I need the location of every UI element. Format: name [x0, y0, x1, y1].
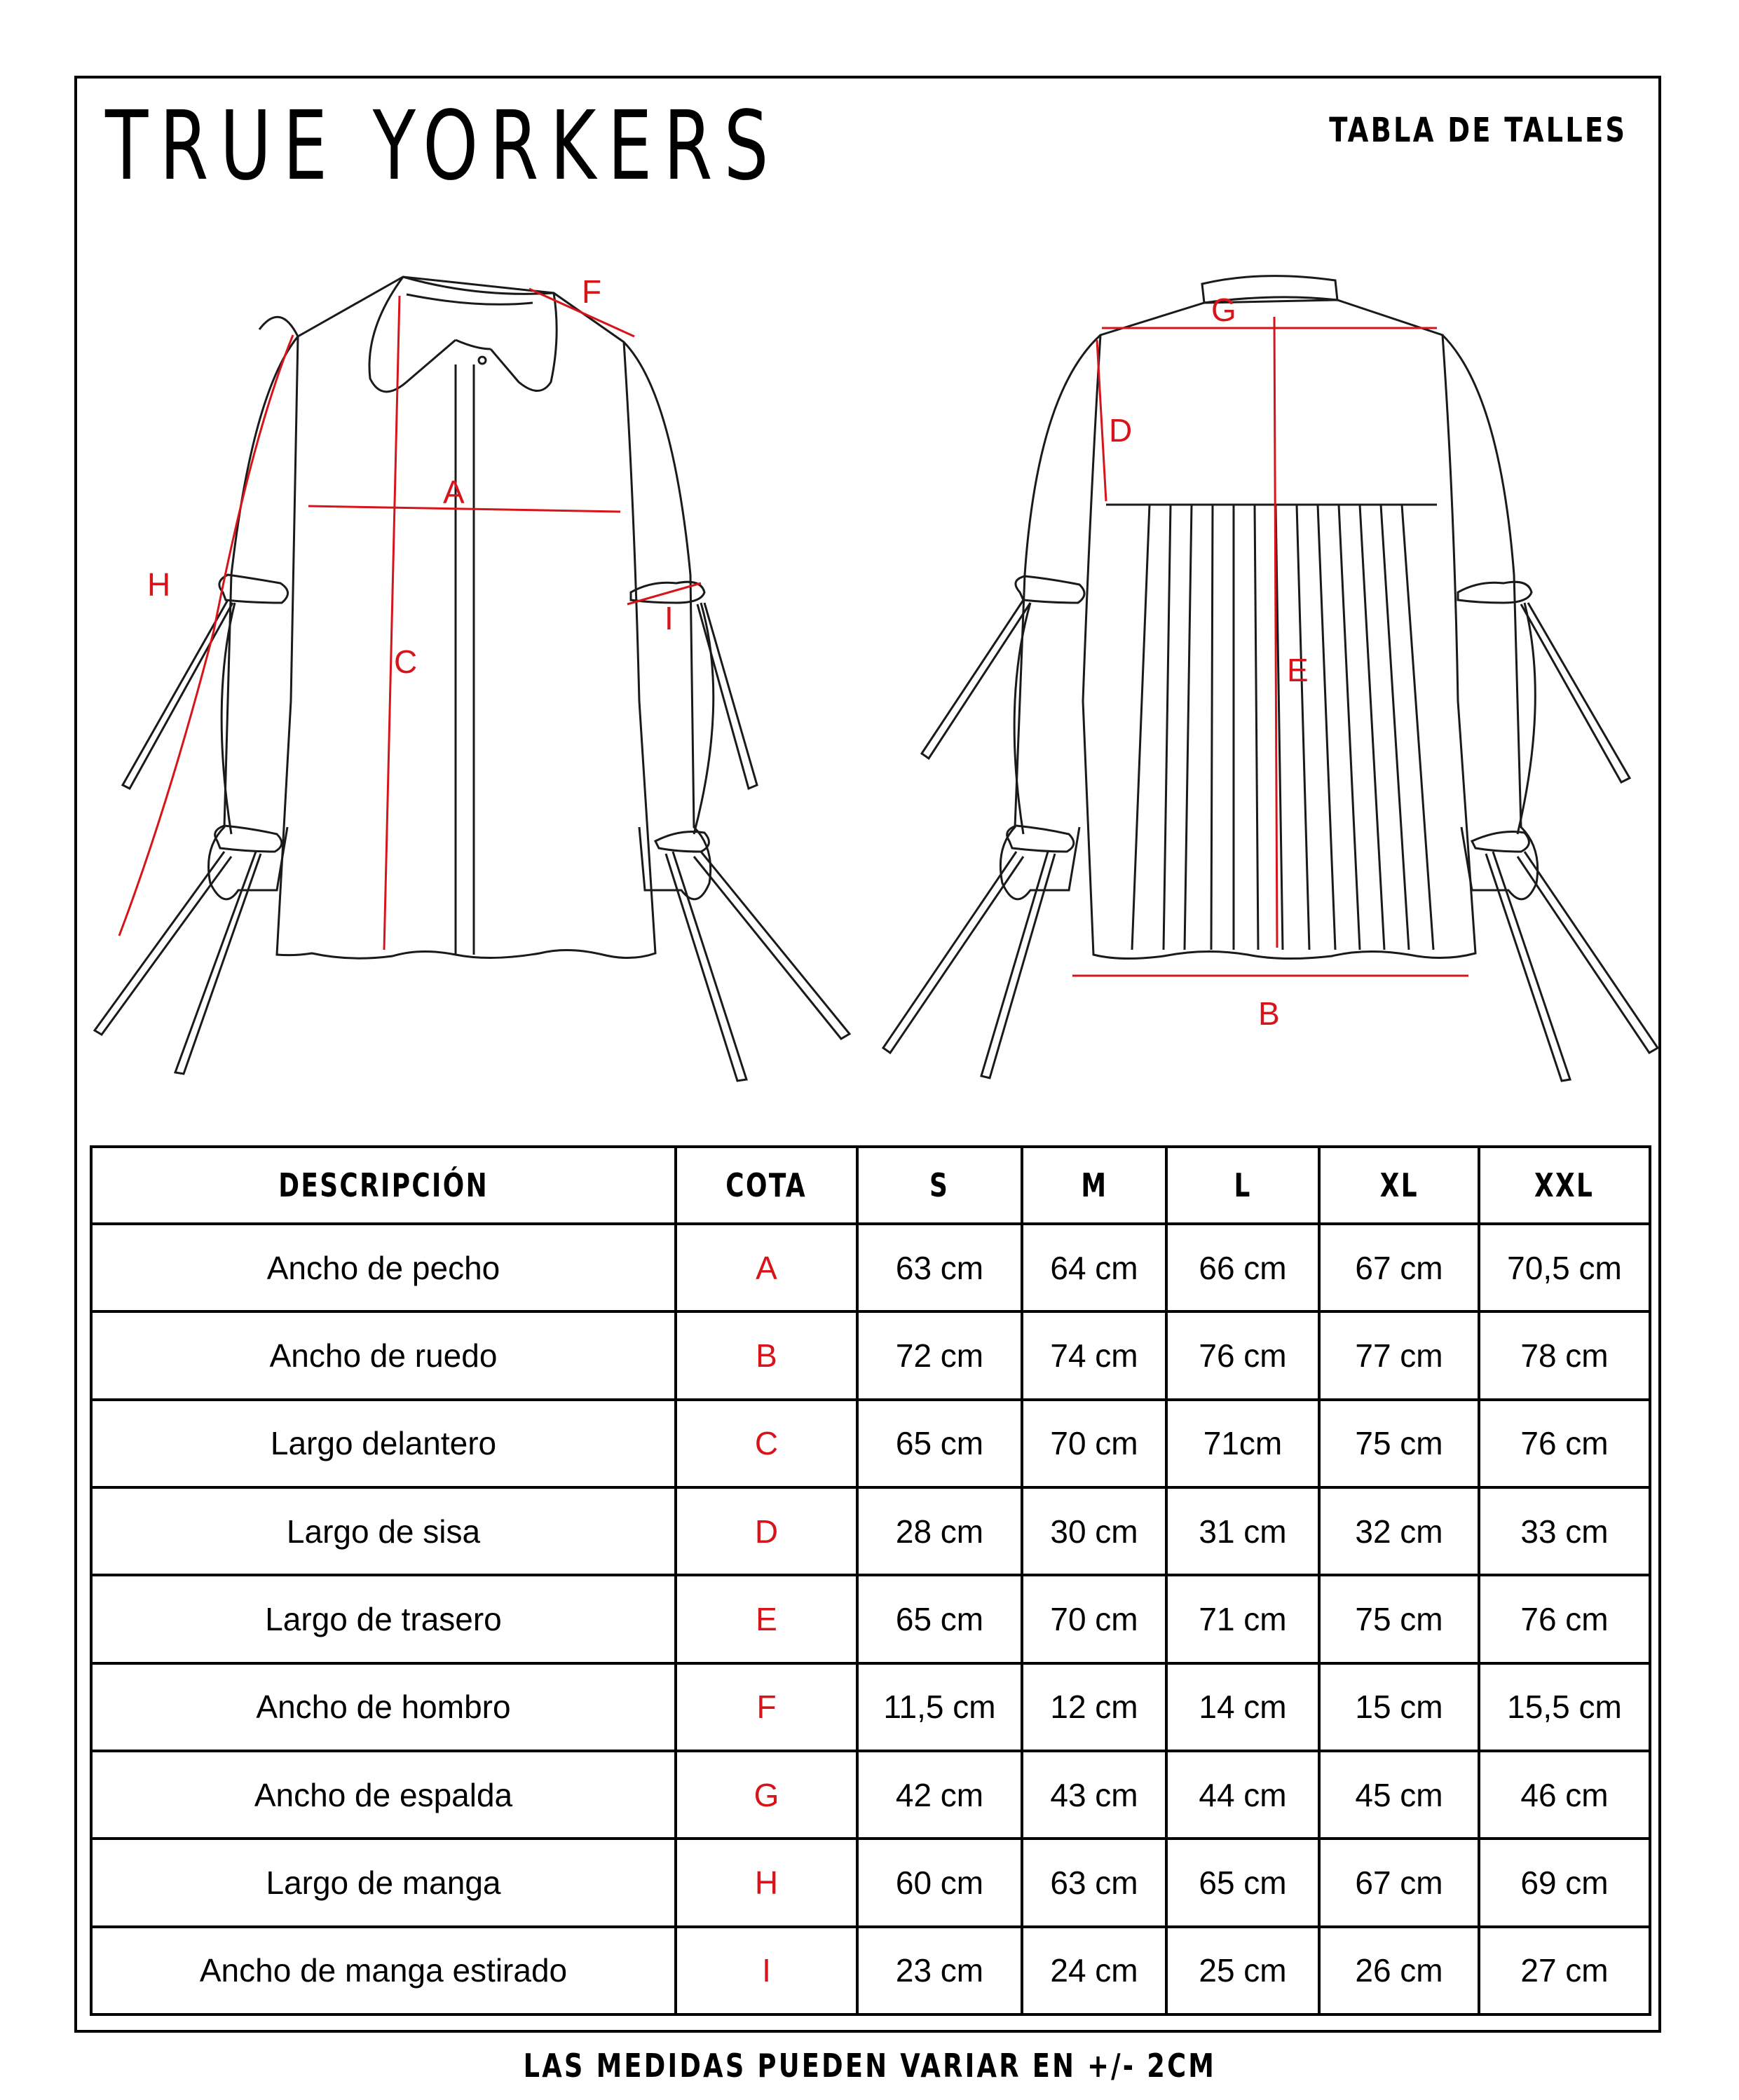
- cell-xxl: 27 cm: [1479, 1927, 1650, 2014]
- cell-xl: 75 cm: [1319, 1575, 1479, 1663]
- cell-xxl: 70,5 cm: [1479, 1224, 1650, 1311]
- cell-descripcion: Ancho de ruedo: [91, 1311, 676, 1399]
- table-header-row: [91, 1147, 1650, 1224]
- header-l: L: [1166, 1147, 1319, 1224]
- cell-cota: A: [676, 1224, 857, 1311]
- label-a: A: [443, 474, 465, 510]
- cell-xl: 15 cm: [1319, 1663, 1479, 1751]
- cell-cota: E: [676, 1575, 857, 1663]
- cell-cota: H: [676, 1839, 857, 1926]
- cell-descripcion: Ancho de manga estirado: [91, 1927, 676, 2014]
- cell-l: 31 cm: [1166, 1487, 1319, 1575]
- cell-xxl: 33 cm: [1479, 1487, 1650, 1575]
- cell-l: 66 cm: [1166, 1224, 1319, 1311]
- cell-xl: 32 cm: [1319, 1487, 1479, 1575]
- cell-l: 71 cm: [1166, 1575, 1319, 1663]
- cell-descripcion: Largo de sisa: [91, 1487, 676, 1575]
- cell-cota: I: [676, 1927, 857, 2014]
- cell-descripcion: Ancho de pecho: [91, 1224, 676, 1311]
- cell-s: 28 cm: [857, 1487, 1022, 1575]
- cell-xxl: 46 cm: [1479, 1751, 1650, 1839]
- cell-m: 64 cm: [1022, 1224, 1166, 1311]
- table-row: [91, 1575, 1650, 1663]
- table-row: [91, 1839, 1650, 1926]
- cell-cota: F: [676, 1663, 857, 1751]
- table-row: [91, 1224, 1650, 1311]
- header-s: S: [857, 1147, 1022, 1224]
- cell-xxl: 76 cm: [1479, 1575, 1650, 1663]
- cell-s: 72 cm: [857, 1311, 1022, 1399]
- cell-xl: 67 cm: [1319, 1839, 1479, 1926]
- cell-xl: 67 cm: [1319, 1224, 1479, 1311]
- document-title: TABLA DE TALLES: [1329, 111, 1627, 150]
- label-h: H: [147, 566, 171, 603]
- table-row: [91, 1751, 1650, 1839]
- cell-descripcion: Ancho de hombro: [91, 1663, 676, 1751]
- table-row: [91, 1663, 1650, 1751]
- header-cota: COTA: [676, 1147, 857, 1224]
- cell-l: 14 cm: [1166, 1663, 1319, 1751]
- table-row: [91, 1487, 1650, 1575]
- label-d: D: [1109, 412, 1133, 449]
- cell-s: 60 cm: [857, 1839, 1022, 1926]
- cell-cota: C: [676, 1400, 857, 1487]
- footer-note: LAS MEDIDAS PUEDEN VARIAR EN +/- 2CM: [523, 2047, 1216, 2085]
- cell-m: 70 cm: [1022, 1575, 1166, 1663]
- cell-s: 65 cm: [857, 1400, 1022, 1487]
- measure-lines: [119, 289, 1468, 976]
- cell-m: 24 cm: [1022, 1927, 1166, 2014]
- label-f: F: [582, 273, 602, 310]
- header-m: M: [1022, 1147, 1166, 1224]
- cell-xl: 77 cm: [1319, 1311, 1479, 1399]
- label-c: C: [394, 643, 418, 680]
- front-view-drawing: [95, 277, 850, 1081]
- cell-m: 63 cm: [1022, 1839, 1166, 1926]
- cell-xxl: 15,5 cm: [1479, 1663, 1650, 1751]
- cell-xxl: 76 cm: [1479, 1400, 1650, 1487]
- brand-title: TRUE YORKERS: [105, 91, 780, 202]
- header-descripcion: DESCRIPCIÓN: [91, 1147, 676, 1224]
- cell-s: 63 cm: [857, 1224, 1022, 1311]
- cell-l: 65 cm: [1166, 1839, 1319, 1926]
- cell-descripcion: Ancho de espalda: [91, 1751, 676, 1839]
- cell-l: 71cm: [1166, 1400, 1319, 1487]
- cell-cota: D: [676, 1487, 857, 1575]
- cell-s: 42 cm: [857, 1751, 1022, 1839]
- label-i: I: [664, 600, 674, 636]
- cell-l: 76 cm: [1166, 1311, 1319, 1399]
- cell-xl: 26 cm: [1319, 1927, 1479, 2014]
- cell-m: 74 cm: [1022, 1311, 1166, 1399]
- table-row: [91, 1400, 1650, 1487]
- table-row: [91, 1927, 1650, 2014]
- cell-xxl: 78 cm: [1479, 1311, 1650, 1399]
- cell-xxl: 69 cm: [1479, 1839, 1650, 1926]
- cell-l: 25 cm: [1166, 1927, 1319, 2014]
- label-g: G: [1211, 292, 1236, 328]
- cell-s: 65 cm: [857, 1575, 1022, 1663]
- cell-cota: G: [676, 1751, 857, 1839]
- label-b: B: [1258, 995, 1280, 1032]
- back-view-drawing: [883, 276, 1658, 1081]
- table-row: [91, 1311, 1650, 1399]
- header-xl: XL: [1319, 1147, 1479, 1224]
- cell-m: 70 cm: [1022, 1400, 1166, 1487]
- cell-m: 30 cm: [1022, 1487, 1166, 1575]
- cell-s: 11,5 cm: [857, 1663, 1022, 1751]
- cell-xl: 75 cm: [1319, 1400, 1479, 1487]
- label-e: E: [1287, 652, 1309, 688]
- cell-s: 23 cm: [857, 1927, 1022, 2014]
- cell-xl: 45 cm: [1319, 1751, 1479, 1839]
- cell-descripcion: Largo de manga: [91, 1839, 676, 1926]
- cell-l: 44 cm: [1166, 1751, 1319, 1839]
- cell-descripcion: Largo de trasero: [91, 1575, 676, 1663]
- cell-m: 12 cm: [1022, 1663, 1166, 1751]
- cell-descripcion: Largo delantero: [91, 1400, 676, 1487]
- size-table: [90, 1145, 1651, 2016]
- cell-m: 43 cm: [1022, 1751, 1166, 1839]
- header-xxl: XXL: [1479, 1147, 1650, 1224]
- cell-cota: B: [676, 1311, 857, 1399]
